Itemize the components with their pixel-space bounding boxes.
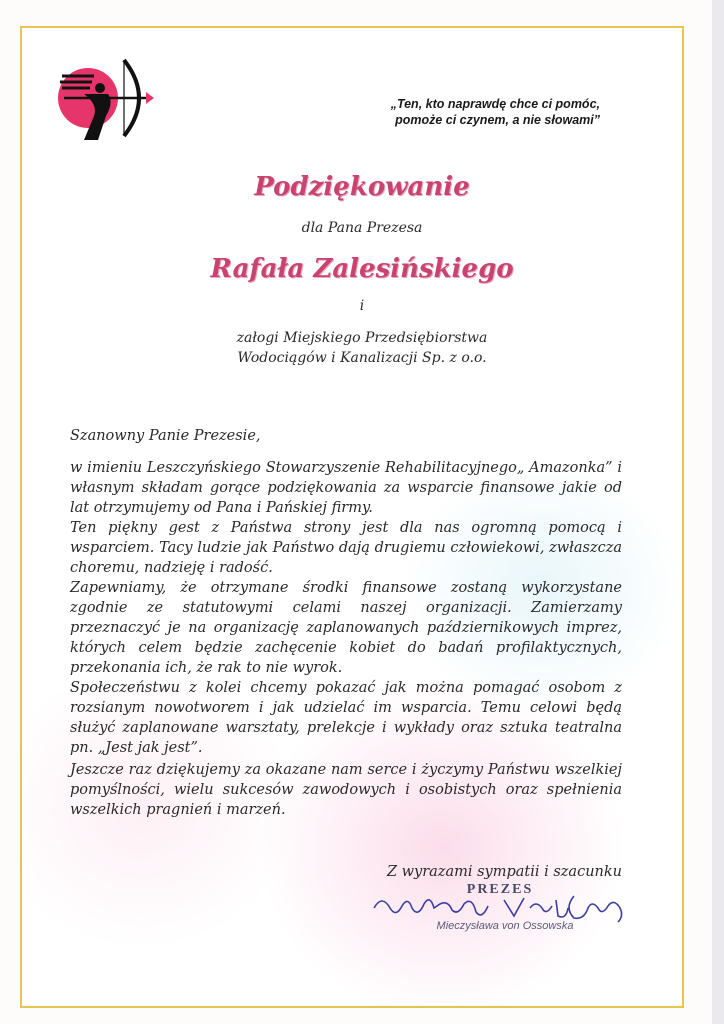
- paragraph: Społeczeństwu z kolei chcemy pokazać jak można pomagać osobom z rozsianym nowotworem i jak udzielać im wsparcia. Temu celowi będą służyć zaplanowane warsztaty, prelekcje i wykłady oraz sztuka teatralna pn. „Jest jak jest”.: [70, 680, 622, 756]
- closing-paragraph: [70, 760, 622, 820]
- amazon-archer-logo-icon: [54, 54, 154, 146]
- paragraph: w imieniu Leszczyńskiego Stowarzyszenie Rehabilitacyjnego„ Amazonka” i własnym składam gorące podziękowania za wsparcie finansowe jakie od lat otrzymujemy od Pana i Pańskiej firmy.: [70, 460, 622, 516]
- motto: [330, 96, 600, 128]
- sign-off: Z wyrazami sympatii i szacunku: [386, 864, 622, 880]
- scan-edge: [712, 0, 724, 1024]
- closing-text: Jeszcze raz dziękujemy za okazane nam serce i życzymy Państwu wszelkiej pomyślności, wielu sukcesów zawodowych i osobistych oraz spełnienia wszelkich pragnień i marzeń.: [70, 762, 622, 818]
- recipient-name: Rafała Zalesińskiego: [210, 254, 514, 284]
- motto-line-1: „Ten, kto naprawdę chce ci pomóc,: [390, 97, 600, 111]
- letter-title: Podziękowanie: [254, 172, 470, 202]
- stamp-role: PREZES: [466, 882, 534, 897]
- conjunction: i: [359, 298, 365, 314]
- paragraph: Zapewniamy, że otrzymane środki finansowe zostaną wykorzystane zgodnie ze statutowymi celami naszej organizacji. Zamierzamy przeznaczyć je na organizację zaplanowanych październikowych imprez, których celem będzie zachęcenie kobiet do badań profilaktycznych, przekonania ich, że rak to nie wyrok.: [70, 580, 622, 676]
- letter-body: [70, 458, 622, 758]
- salutation-text: Szanowny Panie Prezesie,: [70, 428, 261, 444]
- paragraph: Ten piękny gest z Państwa strony jest dla nas ogromną pomocą i wsparciem. Tacy ludzie jak Państwo dają drugiemu człowiekowi, zwłaszcza choremu, nadzieję i radość.: [70, 520, 622, 576]
- company-line-1: załogi Miejskiego Przedsiębiorstwa: [236, 330, 488, 346]
- stamp-name: Mieczysława von Ossowska: [436, 920, 574, 932]
- motto-line-2: pomoże ci czynem, a nie słowami”: [395, 113, 600, 127]
- letter-subtitle: dla Pana Prezesa: [301, 220, 423, 236]
- company-line-2: Wodociągów i Kanalizacji Sp. z o.o.: [237, 350, 487, 366]
- salutation: [70, 426, 622, 446]
